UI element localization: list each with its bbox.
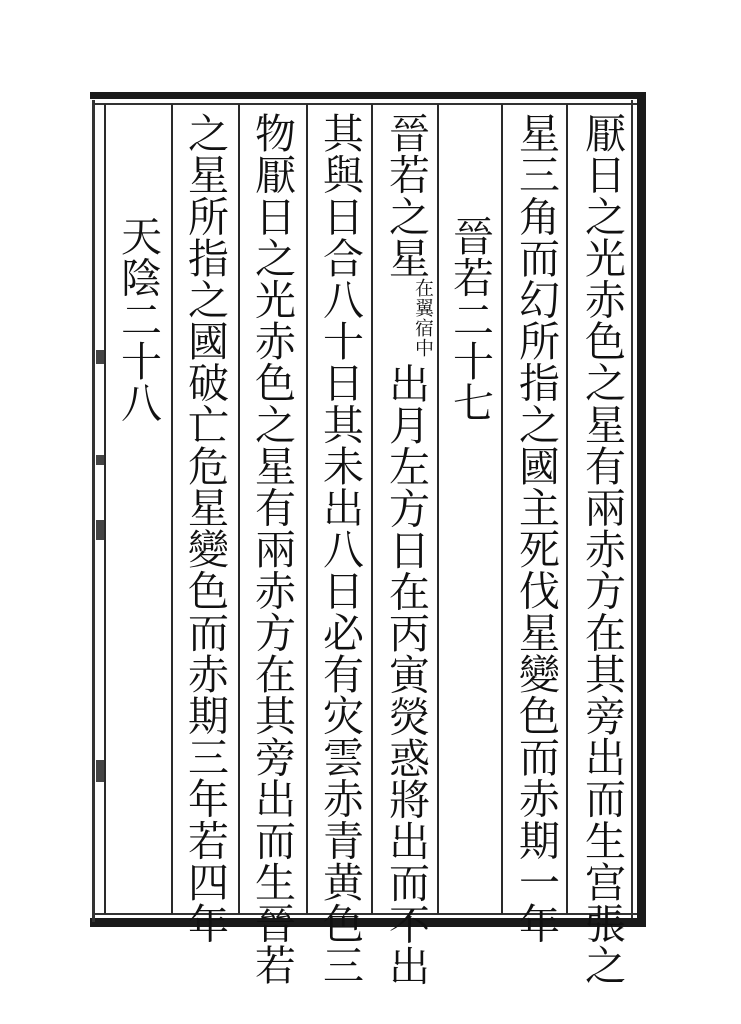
column-rule: [238, 104, 240, 914]
frame-right-border: [637, 92, 646, 927]
column-rule: [437, 104, 439, 914]
frame-left-border: [92, 100, 95, 922]
column-rule: [104, 104, 106, 914]
text-column-7: 之星所指之國破亡危星變色而赤期三年若四年: [181, 112, 229, 944]
column-rule: [566, 104, 568, 914]
annotation-right: 在翼: [412, 278, 434, 318]
text-segment: 出月左方日在丙寅熒惑將出而不出: [382, 362, 430, 987]
section-heading-tianyin: 天陰二十八: [114, 215, 162, 423]
annotation-note: [412, 278, 434, 362]
frame-top-inner-border: [92, 103, 644, 105]
section-heading-jinruo: 晉若二十七: [446, 215, 494, 423]
text-column-4: [378, 112, 434, 986]
column-rule: [306, 104, 308, 914]
column-rule: [501, 104, 503, 914]
column-rule: [171, 104, 173, 914]
text-column-1: 厭日之光赤色之星有兩赤方在其旁出而生宫張之: [578, 112, 626, 986]
text-column-2: 星三角而幻所指之國主死伐星變色而赤期一年: [512, 112, 560, 944]
margin-mark: [96, 760, 104, 782]
margin-mark: [96, 520, 104, 540]
text-column-5: 其與日合八十日其未出八日必有灾雲赤青黄色三: [316, 112, 364, 986]
margin-mark: [96, 350, 104, 364]
text-column-6: 物厭日之光赤色之星有兩赤方在其旁出而生晉若: [248, 112, 296, 986]
margin-mark: [96, 455, 104, 465]
text-segment: 晉若之星: [382, 112, 430, 279]
column-rule: [371, 104, 373, 914]
frame-top-border: [90, 92, 646, 99]
frame-right-inner-border: [631, 100, 633, 918]
annotation-left: 宿中: [412, 317, 434, 357]
